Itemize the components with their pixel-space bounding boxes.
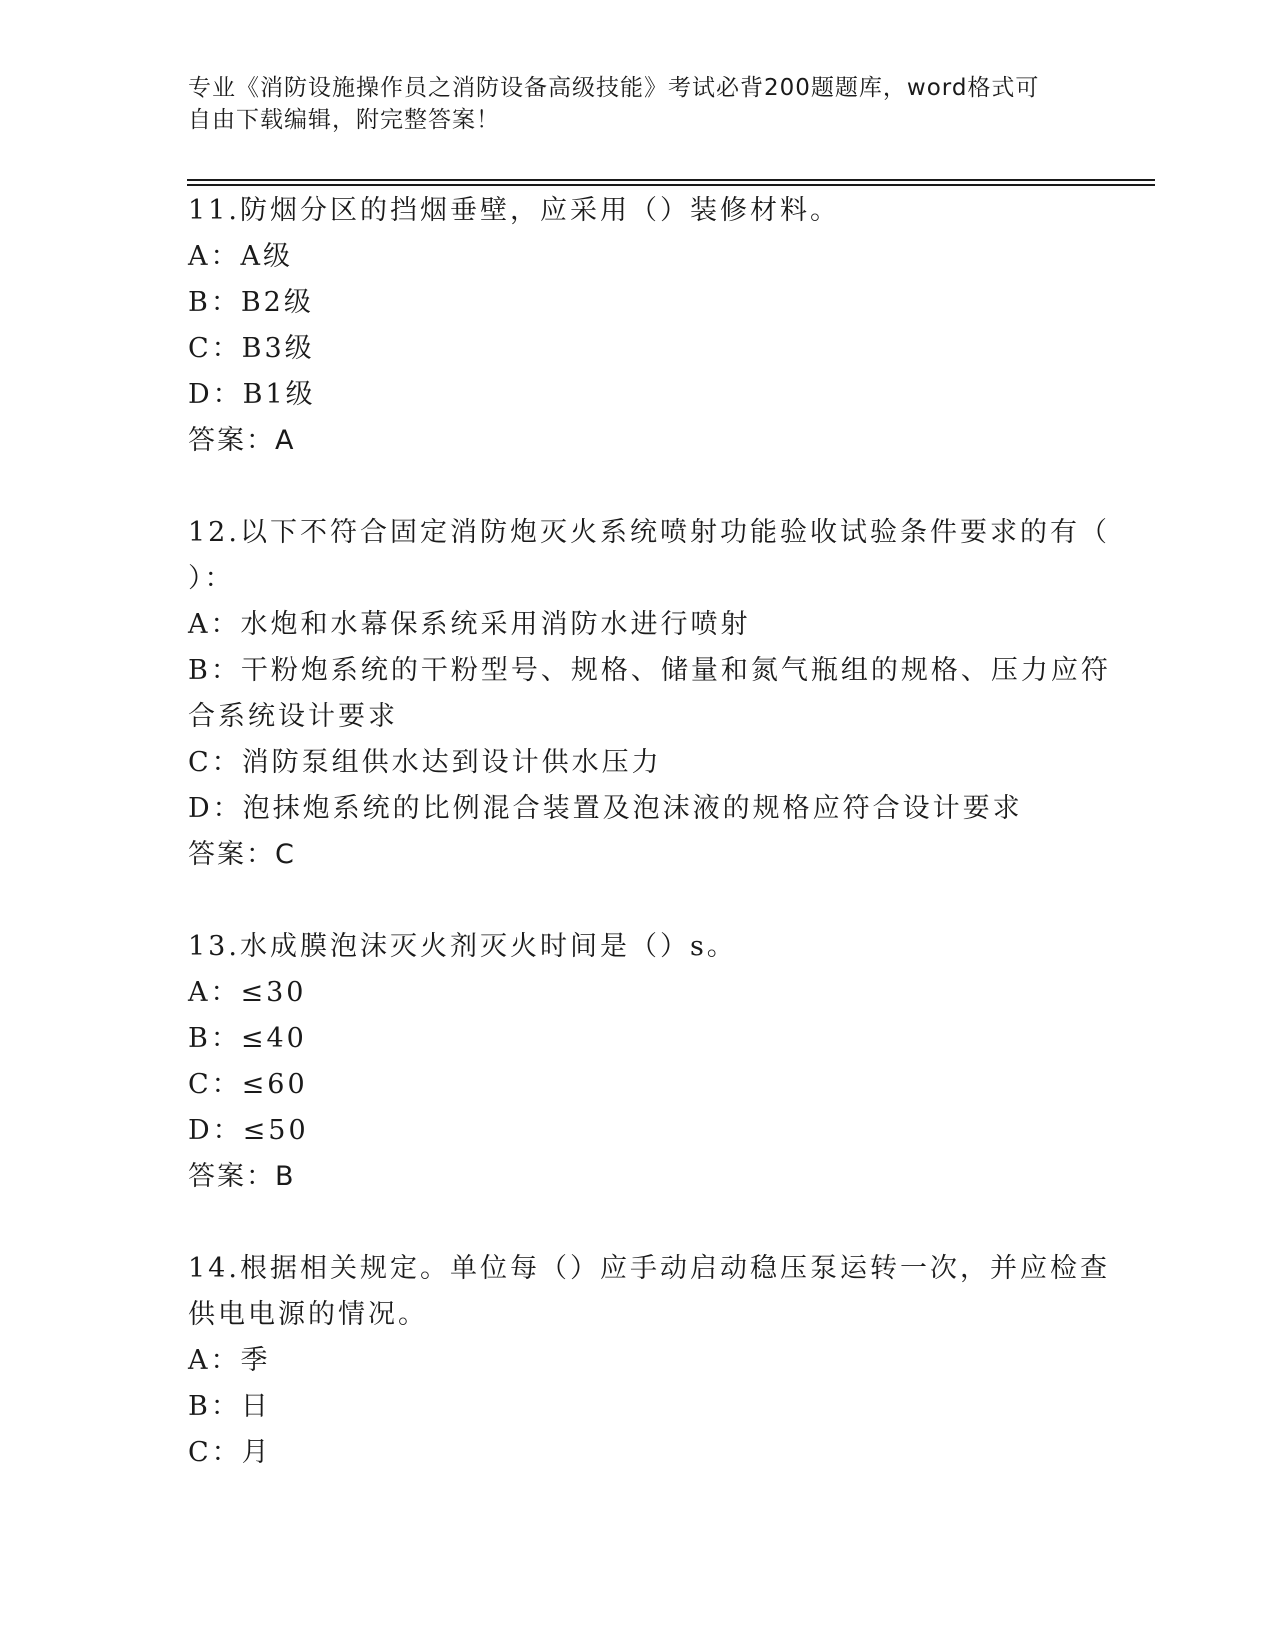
question-stem: 13.水成膜泡沫灭火剂灭火时间是（）s。 [188,931,737,962]
answer: 答案：B [188,1161,296,1192]
question-block [188,510,1111,878]
question-stem: ）： [188,563,235,594]
option: C：≤60 [188,1069,308,1100]
question-stem: 供电电源的情况。 [188,1299,428,1330]
option: B：B2级 [188,287,314,318]
header-divider [187,184,1155,186]
answer: 答案：C [188,839,296,870]
option: A：季 [188,1345,271,1376]
question-block [188,1246,1110,1476]
option: 合系统设计要求 [188,701,398,732]
header-line: 自由下载编辑，附完整答案！ [188,107,500,133]
option: C：消防泵组供水达到设计供水压力 [188,747,662,778]
option: D：泡抹炮系统的比例混合装置及泡沫液的规格应符合设计要求 [188,793,1023,824]
header-line: 专业《消防设施操作员之消防设备高级技能》考试必背200题题库，word格式可 [188,75,1040,101]
question-block [188,924,1088,1200]
option: B：干粉炮系统的干粉型号、规格、储量和氮气瓶组的规格、压力应符 [188,655,1111,686]
question-stem: 14.根据相关规定。单位每（）应手动启动稳压泵运转一次，并应检查 [188,1253,1110,1284]
option: A：水炮和水幕保系统采用消防水进行喷射 [188,609,751,640]
option: C：月 [188,1437,272,1468]
question-block [188,188,1088,464]
option: A：≤30 [188,977,307,1008]
question-stem: 11.防烟分区的挡烟垂壁，应采用（）装修材料。 [188,195,840,226]
option: B：日 [188,1391,271,1422]
question-list [188,188,1111,1476]
option: A：A级 [188,241,293,272]
question-stem: 12.以下不符合固定消防炮灭火系统喷射功能验收试验条件要求的有（ [188,517,1110,548]
option: D：B1级 [188,379,316,410]
header-divider [187,179,1155,181]
option: C：B3级 [188,333,315,364]
option: B：≤40 [188,1023,307,1054]
document-header [188,72,1088,136]
option: D：≤50 [188,1115,309,1146]
answer: 答案：A [188,425,296,456]
